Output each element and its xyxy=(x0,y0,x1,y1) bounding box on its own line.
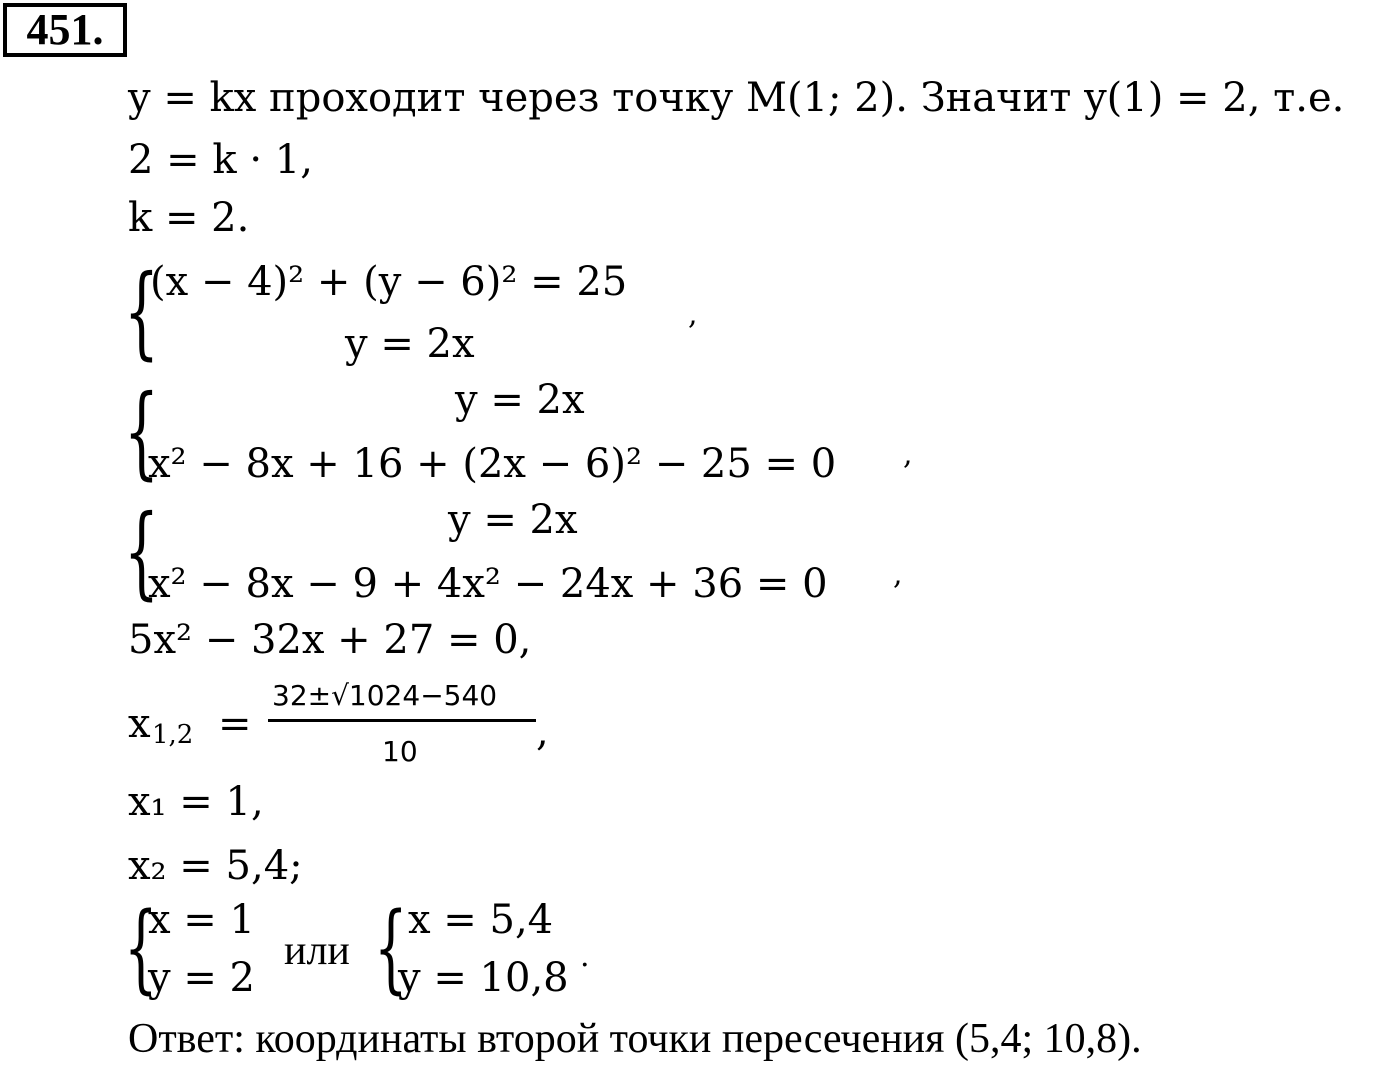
system-2-comma: , xyxy=(903,437,913,472)
system-1-eq1: (x − 4)² + (y − 6)² = 25 xyxy=(150,259,628,305)
brace-3: { xyxy=(124,493,159,610)
fraction-comma: , xyxy=(536,709,549,755)
line-1: y = kx проходит через точку M(1; 2). Значит y(1) = 2, т.е. xyxy=(128,75,1345,121)
x12-subscript: 1,2 xyxy=(152,720,194,750)
solution-2-x: x = 5,4 xyxy=(408,897,554,943)
system-1-eq2: y = 2x xyxy=(345,321,475,367)
system-2-eq2: x² − 8x + 16 + (2x − 6)² − 25 = 0 xyxy=(148,441,837,487)
brace-solution-2: { xyxy=(374,892,408,1004)
brace-1: { xyxy=(124,253,159,370)
line-3: k = 2. xyxy=(128,195,250,241)
fraction-bar xyxy=(268,719,536,722)
or-word: или xyxy=(284,928,350,974)
system-3-eq1: y = 2x xyxy=(448,497,578,543)
problem-number: 451. xyxy=(3,3,127,57)
line-6: x₂ = 5,4; xyxy=(128,843,303,889)
line-2: 2 = k · 1, xyxy=(128,137,313,183)
system-1-comma: , xyxy=(688,297,698,332)
line-5: x₁ = 1, xyxy=(128,779,264,825)
brace-solution-1: { xyxy=(124,892,158,1004)
x12-var: x xyxy=(128,701,151,747)
line-4: 5x² − 32x + 27 = 0, xyxy=(128,617,532,663)
fraction-denominator: 10 xyxy=(382,735,418,768)
solution-1-y: y = 2 xyxy=(148,955,255,1001)
system-3-comma: , xyxy=(893,557,903,592)
solution-2-dot: . xyxy=(580,939,590,974)
system-3-eq2: x² − 8x − 9 + 4x² − 24x + 36 = 0 xyxy=(148,561,828,607)
system-2-eq1: y = 2x xyxy=(455,377,585,423)
solution-2-y: y = 10,8 xyxy=(398,955,569,1001)
answer-line: Ответ: координаты второй точки пересечения (5,4; 10,8). xyxy=(128,1016,1142,1062)
brace-2: { xyxy=(124,373,159,490)
x12-equals: = xyxy=(218,701,252,747)
solution-1-x: x = 1 xyxy=(148,897,255,943)
fraction-numerator: 32±√1024−540 xyxy=(272,679,498,712)
